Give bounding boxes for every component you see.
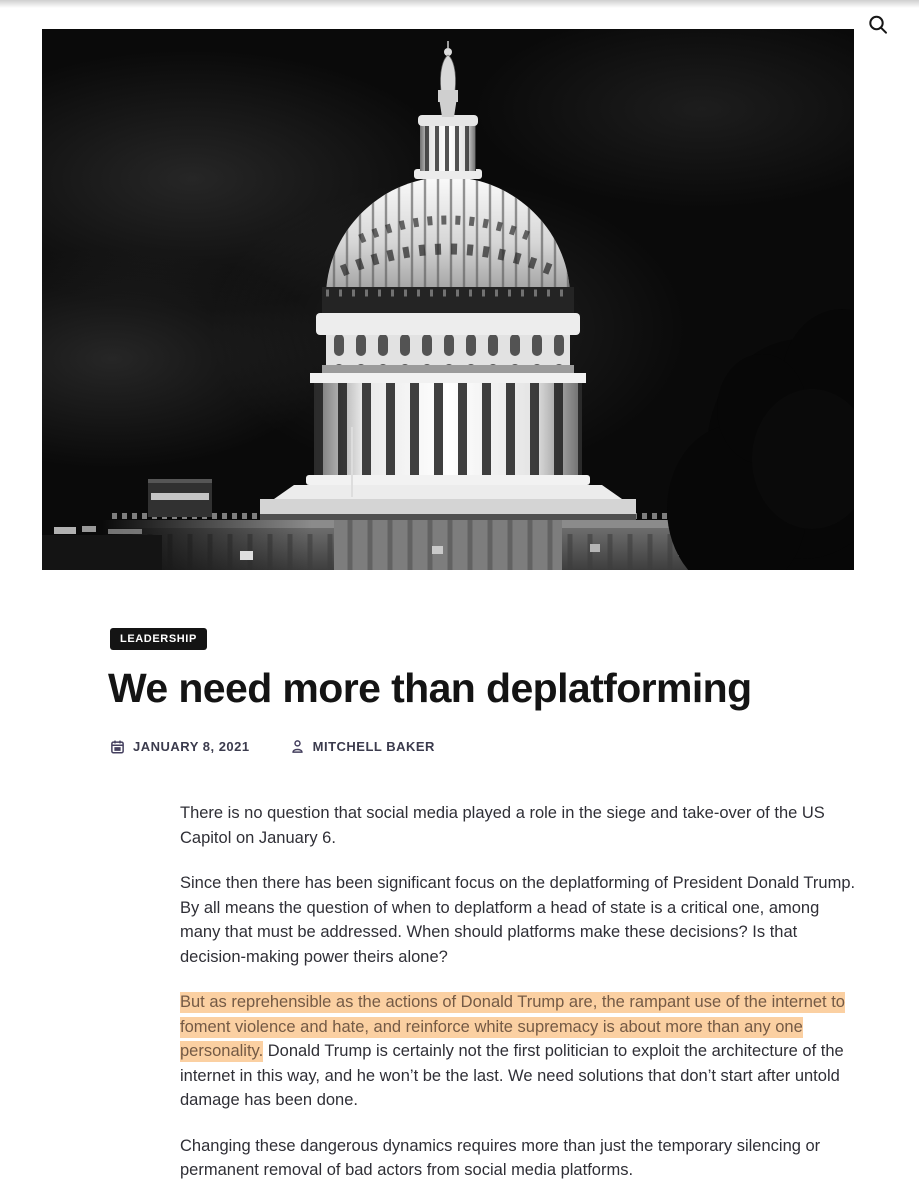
- paragraph: Since then there has been significant focus on the deplatforming of President Donald Trump. By all means the question of when to deplatform a head of state is a critical one, among many that must be addressed. When should platforms make these decisions? Is that decision-making power theirs alone?: [180, 874, 856, 966]
- post-author[interactable]: [290, 739, 435, 754]
- paragraph: Changing these dangerous dynamics requires more than just the temporary silencing or permanent removal of bad actors from social media platforms.: [180, 1136, 821, 1179]
- post-author-label: MITCHELL BAKER: [312, 739, 435, 754]
- user-icon: [290, 739, 305, 754]
- paragraph-rest: Donald Trump is certainly not the first politician to exploit the architecture of the internet in this way, and he won’t be the last. We need solutions that don’t start after untold damage has been done.: [180, 1042, 844, 1109]
- paragraph: [180, 990, 858, 1113]
- hero-image: [42, 29, 854, 570]
- capitol-night-illustration: [42, 29, 854, 570]
- search-icon: [866, 25, 890, 40]
- search-button[interactable]: [865, 13, 891, 39]
- highlighted-text: But as reprehensible as the actions of Donald Trump are, the rampant use of the internet to foment violence and hate, and reinforce white supremacy is about more than any one personality.: [180, 993, 845, 1060]
- category-badge[interactable]: LEADERSHIP: [110, 628, 207, 650]
- page-title: We need more than deplatforming: [108, 665, 752, 711]
- post-date: [110, 739, 250, 754]
- paragraph: There is no question that social media played a role in the siege and take-over of the US Capitol on January 6.: [180, 804, 825, 847]
- post-date-label: JANUARY 8, 2021: [133, 739, 250, 754]
- post-meta: [110, 739, 435, 754]
- article-body: [180, 801, 858, 1204]
- top-divider: [0, 0, 919, 8]
- calendar-icon: [110, 739, 125, 754]
